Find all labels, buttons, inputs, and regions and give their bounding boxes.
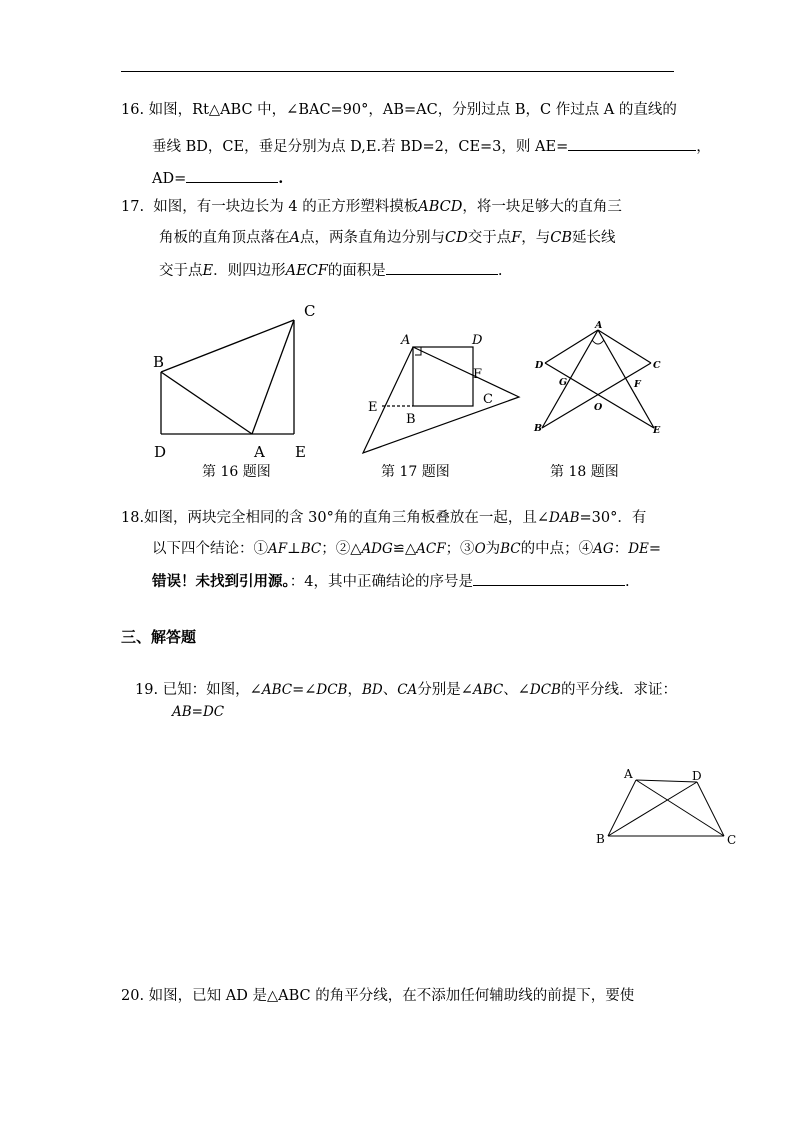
fig18-label-g: G — [559, 377, 568, 388]
q17-answer-blank[interactable] — [386, 258, 498, 275]
fig19-segment-ca — [636, 780, 724, 836]
fig17-label-d: D — [472, 333, 483, 348]
fig19-label-a: A — [624, 767, 633, 781]
fig18-label-c: C — [653, 360, 661, 371]
q19-line2: AB=DC — [172, 704, 225, 720]
caption-fig18: 第 18 题图 — [550, 464, 619, 480]
fig17-label-e: E — [368, 400, 378, 415]
fig16-label-c: C — [304, 302, 316, 320]
q17-line3: 交于点E．则四边形AECF的面积是 . — [159, 258, 502, 281]
fig17-label-f: F — [473, 367, 483, 382]
q16-line2: 垂线 BD，CE，垂足分别为点 D,E.若 BD=2，CE=3，则 AE= ， — [152, 134, 711, 157]
q17-line2: 角板的直角顶点落在A点，两条直角边分别与CD交于点F，与CB延长线 — [159, 230, 616, 246]
caption-fig16: 第 16 题图 — [202, 464, 271, 480]
q18-reference-error: 错误！未找到引用源。 — [152, 573, 290, 590]
q16-line3: AD= . — [152, 166, 283, 189]
fig19-label-c: C — [727, 833, 737, 847]
fig18-label-d: D — [535, 360, 544, 371]
fig18-line-ac — [598, 330, 651, 363]
q16-answer-ae-blank[interactable] — [568, 134, 696, 151]
fig16-segment-ba — [161, 372, 252, 434]
q18-line2: 以下四个结论：①AF⊥BC；②△ADG≌△ACF；③O为BC的中点；④AG：DE= — [152, 541, 662, 557]
fig18-label-a: A — [595, 320, 603, 331]
fig18-line-ae — [598, 330, 654, 428]
q16-answer-ad-blank[interactable] — [186, 166, 278, 183]
fig16-segment-ac — [252, 320, 294, 434]
figure-17 — [350, 325, 530, 460]
fig16-label-e: E — [295, 443, 306, 461]
fig18-label-f: F — [634, 379, 641, 390]
fig18-line-ab — [542, 330, 598, 428]
fig16-label-d: D — [154, 443, 167, 461]
caption-fig17: 第 17 题图 — [381, 464, 450, 480]
q19-line1: 19. 已知：如图，∠ABC=∠DCB，BD、CA分别是∠ABC、∠DCB的平分线．求证： — [135, 682, 677, 698]
fig16-segment-bc — [161, 320, 294, 372]
fig16-label-a: A — [254, 443, 265, 461]
fig19-label-b: B — [596, 832, 605, 846]
figure-19 — [590, 765, 740, 850]
fig17-square-abcd — [413, 347, 473, 406]
fig16-label-b: B — [153, 353, 165, 371]
fig18-line-bc — [542, 363, 651, 428]
q18-line1: 18.如图，两块完全相同的含 30°角的直角三角板叠放在一起，且∠DAB=30°．有 — [121, 510, 647, 526]
fig18-line-de — [545, 363, 654, 428]
fig18-line-ad — [545, 330, 598, 363]
header-rule — [121, 71, 674, 72]
q20-line1: 20. 如图，已知 AD 是△ABC 的角平分线，在不添加任何辅助线的前提下，要使 — [121, 988, 635, 1004]
fig18-label-e: E — [653, 425, 661, 436]
fig17-label-b: B — [406, 412, 416, 427]
fig18-label-b: B — [534, 423, 543, 434]
q17-line1: 17. 如图，有一块边长为 4 的正方形塑料摸板ABCD，将一块足够大的直角三 — [121, 199, 622, 215]
fig17-label-c: C — [483, 392, 493, 407]
fig18-label-o: O — [594, 402, 603, 413]
q16-line1: 16. 如图，Rt△ABC 中，∠BAC=90°，AB=AC，分别过点 B，C 作过点 A 的直线的 — [121, 102, 677, 118]
fig17-label-a: A — [401, 333, 411, 348]
fig19-segment-ad — [636, 780, 697, 782]
q18-answer-blank[interactable] — [473, 569, 625, 586]
fig17-triangle-board — [363, 347, 519, 453]
figure-16 — [150, 300, 320, 460]
q18-line3: 错误！未找到引用源。：4，其中正确结论的序号是 . — [152, 569, 630, 592]
figure-18 — [530, 318, 670, 440]
fig18-right-angle-mark — [592, 340, 604, 344]
fig19-label-d: D — [692, 769, 702, 783]
section-heading: 三、解答题 — [121, 628, 197, 646]
